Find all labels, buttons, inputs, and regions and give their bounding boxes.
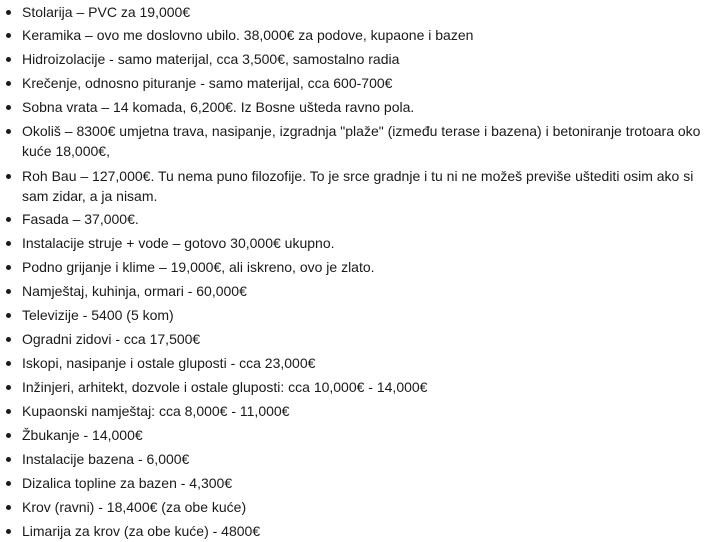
bullet-icon	[6, 129, 11, 134]
bullet-icon	[6, 265, 11, 270]
list-item-text: Ogradni zidovi - cca 17,500€	[22, 331, 201, 347]
bullet-icon	[6, 529, 11, 534]
bullet-icon	[6, 433, 11, 438]
list-item-text: Fasada – 37,000€.	[22, 211, 139, 227]
list-item-text: Kupaonski namještaj: cca 8,000€ - 11,000€	[22, 403, 290, 419]
list-item-text: Televizije - 5400 (5 kom)	[22, 307, 174, 323]
list-item-text: Krečenje, odnosno pituranje - samo materijal, cca 600-700€	[22, 75, 393, 91]
bullet-icon	[6, 481, 11, 486]
bullet-icon	[6, 361, 11, 366]
list-item-text: Žbukanje - 14,000€	[22, 427, 143, 443]
list-item-text: Stolarija – PVC za 19,000€	[22, 4, 191, 20]
bullet-icon	[6, 33, 11, 38]
bullet-icon	[6, 241, 11, 246]
bullet-icon	[6, 505, 11, 510]
bullet-icon	[6, 217, 11, 222]
bullet-icon	[6, 10, 11, 15]
list-item-text: Okoliš – 8300€ umjetna trava, nasipanje, izgradnja "plaže" (između terase i bazena) i betoniranje trotoara oko kuće 18,000€,	[22, 123, 701, 159]
bullet-icon	[6, 57, 11, 62]
bullet-icon	[6, 81, 11, 86]
list-item-text: Dizalica topline za bazen - 4,300€	[22, 475, 233, 491]
bullet-icon	[6, 289, 11, 294]
list-item-text: Podno grijanje i klime – 19,000€, ali iskreno, ovo je zlato.	[22, 259, 375, 275]
list-item-text: Sobna vrata – 14 komada, 6,200€. Iz Bosne ušteda ravno pola.	[22, 99, 415, 115]
list-item-text: Krov (ravni) - 18,400€ (za obe kuće)	[22, 499, 247, 515]
list-item-text: Inžinjeri, arhitekt, dozvole i ostale gluposti: cca 10,000€ - 14,000€	[22, 379, 428, 395]
bullet-icon	[6, 409, 11, 414]
list-item-text: Instalacije bazena - 6,000€	[22, 451, 190, 467]
bullet-icon	[6, 337, 11, 342]
list-item-text: Hidroizolacije - samo materijal, cca 3,500€, samostalno radia	[22, 51, 400, 67]
list-item-text: Instalacije struje + vode – gotovo 30,000€ ukupno.	[22, 235, 335, 251]
bullet-icon	[6, 105, 11, 110]
bullet-icon	[6, 385, 11, 390]
bullet-icon	[6, 457, 11, 462]
list-item-text: Iskopi, nasipanje i ostale gluposti - cca 23,000€	[22, 355, 316, 371]
list-item-text: Namještaj, kuhinja, ormari - 60,000€	[22, 283, 247, 299]
list-item-text: Roh Bau – 127,000€. Tu nema puno filozofije. To je srce gradnje i tu ni ne možeš previše uštediti osim ako si sam zidar, a ja nisam.	[22, 168, 694, 204]
bullet-icon	[6, 174, 11, 179]
bullet-icon	[6, 313, 11, 318]
list-item-text: Keramika – ovo me doslovno ubilo. 38,000€ za podove, kupaone i bazen	[22, 27, 474, 43]
list-item-text: Limarija za krov (za obe kuće) - 4800€	[22, 523, 261, 539]
